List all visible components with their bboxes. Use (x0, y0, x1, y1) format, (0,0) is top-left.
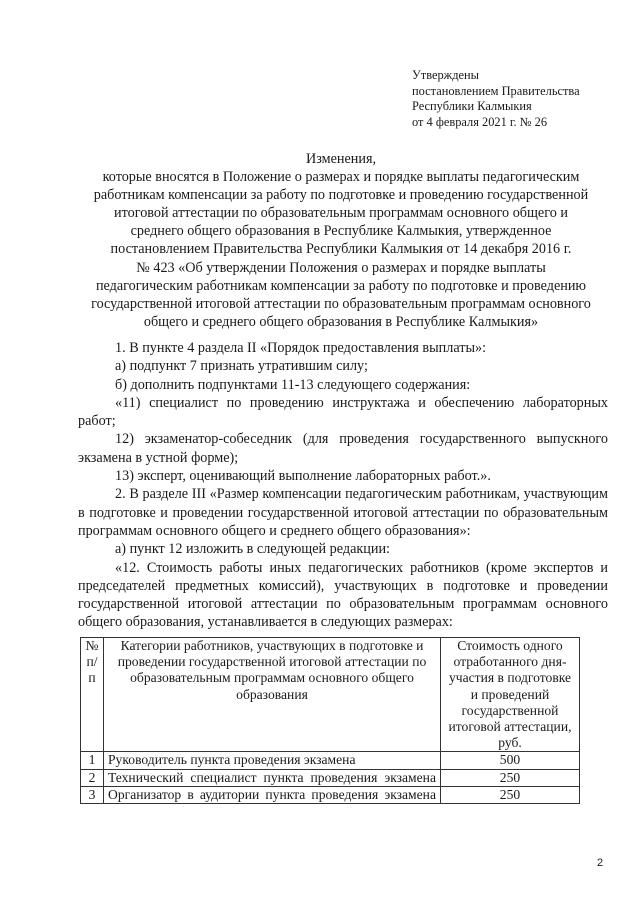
paragraph: 12) экзаменатор-собеседник (для проведения государственного выпускного экзамена в устной форме); (78, 431, 608, 466)
approval-stamp (412, 68, 580, 130)
heading-line: постановлением Правительства Республики Калмыкия от 14 декабря 2016 г. (110, 241, 572, 258)
row-category: Технический специалист пункта проведения экзамена (104, 769, 441, 786)
table-row (81, 752, 580, 769)
row-category: Руководитель пункта проведения экзамена (104, 752, 441, 769)
paragraph: 1. В пункте 4 раздела II «Порядок предоставления выплаты»: (115, 340, 487, 356)
table-row (81, 786, 580, 803)
paragraph: «11) специалист по проведению инструктажа и обеспечению лабораторных работ; (78, 394, 608, 430)
heading-line: № 423 «Об утверждении Положения о размерах и порядке выплаты (136, 259, 546, 276)
document-heading (60, 150, 622, 331)
approval-line: постановлением Правительства (412, 83, 580, 98)
header-num: № п/п (81, 638, 104, 752)
row-num: 3 (81, 786, 104, 803)
paragraph: а) подпункт 7 признать утратившим силу; (115, 358, 368, 375)
heading-line: государственной итоговой аттестации по образовательным программам основного (91, 295, 591, 312)
heading-line: педагогическим работникам компенсации за работу по подготовке и проведению (95, 277, 587, 294)
heading-line: работникам компенсации за работу по подготовке и проведению государственной (93, 187, 589, 204)
heading-line: которые вносятся в Положение о размерах и порядке выплаты педагогическим (102, 169, 580, 186)
paragraph: а) пункт 12 изложить в следующей редакции: (115, 541, 390, 558)
header-cost: Стоимость одного отработанного дня- участия в подготовке и проведений государственной итоговой аттестации, руб. (441, 638, 580, 752)
heading-line: итоговой аттестации по образовательным программам основного общего и (114, 205, 568, 222)
table-row (81, 769, 580, 786)
paragraph: б) дополнить подпунктами 11-13 следующего содержания: (115, 376, 471, 393)
approval-line: Утверждены (412, 68, 479, 82)
row-cost: 250 (441, 769, 580, 786)
paragraph: «12. Стоимость работы иных педагогических работников (кроме экспертов и председателей предметных комиссий), участвующих в подготовке и проведении государственной итоговой аттестации по образовательным программам основного общего образования, устанавливается в следующих размерах: (78, 559, 608, 631)
row-cost: 500 (441, 752, 580, 769)
paragraph: 2. В разделе III «Размер компенсации педагогическим работникам, участвующим в подготовке и проведении государственной итоговой аттестации по образовательным программам основного общего и среднего общего образования»: (78, 486, 608, 539)
row-category: Организатор в аудитории пункта проведения экзамена (104, 786, 441, 803)
paragraph: 13) эксперт, оценивающий выполнение лабораторных работ.». (115, 468, 491, 485)
compensation-table (80, 637, 580, 804)
table-header-row (81, 638, 580, 752)
header-category: Категории работников, участвующих в подготовке и проведении государственной итоговой аттестации по образовательным программам основного общего образования (104, 638, 441, 752)
heading-title: Изменения, (305, 151, 377, 167)
approval-line: Республики Калмыкия (412, 99, 532, 113)
page-number: 2 (597, 857, 604, 869)
heading-line: среднего общего образования в Республике Калмыкия, утвержденное (130, 223, 552, 240)
approval-line: от 4 февраля 2021 г. № 26 (412, 114, 548, 129)
row-num: 1 (81, 752, 104, 769)
document-body (78, 339, 608, 632)
row-cost: 250 (441, 786, 580, 803)
row-num: 2 (81, 769, 104, 786)
heading-line: общего и среднего общего образования в Республике Калмыкия» (143, 313, 539, 330)
